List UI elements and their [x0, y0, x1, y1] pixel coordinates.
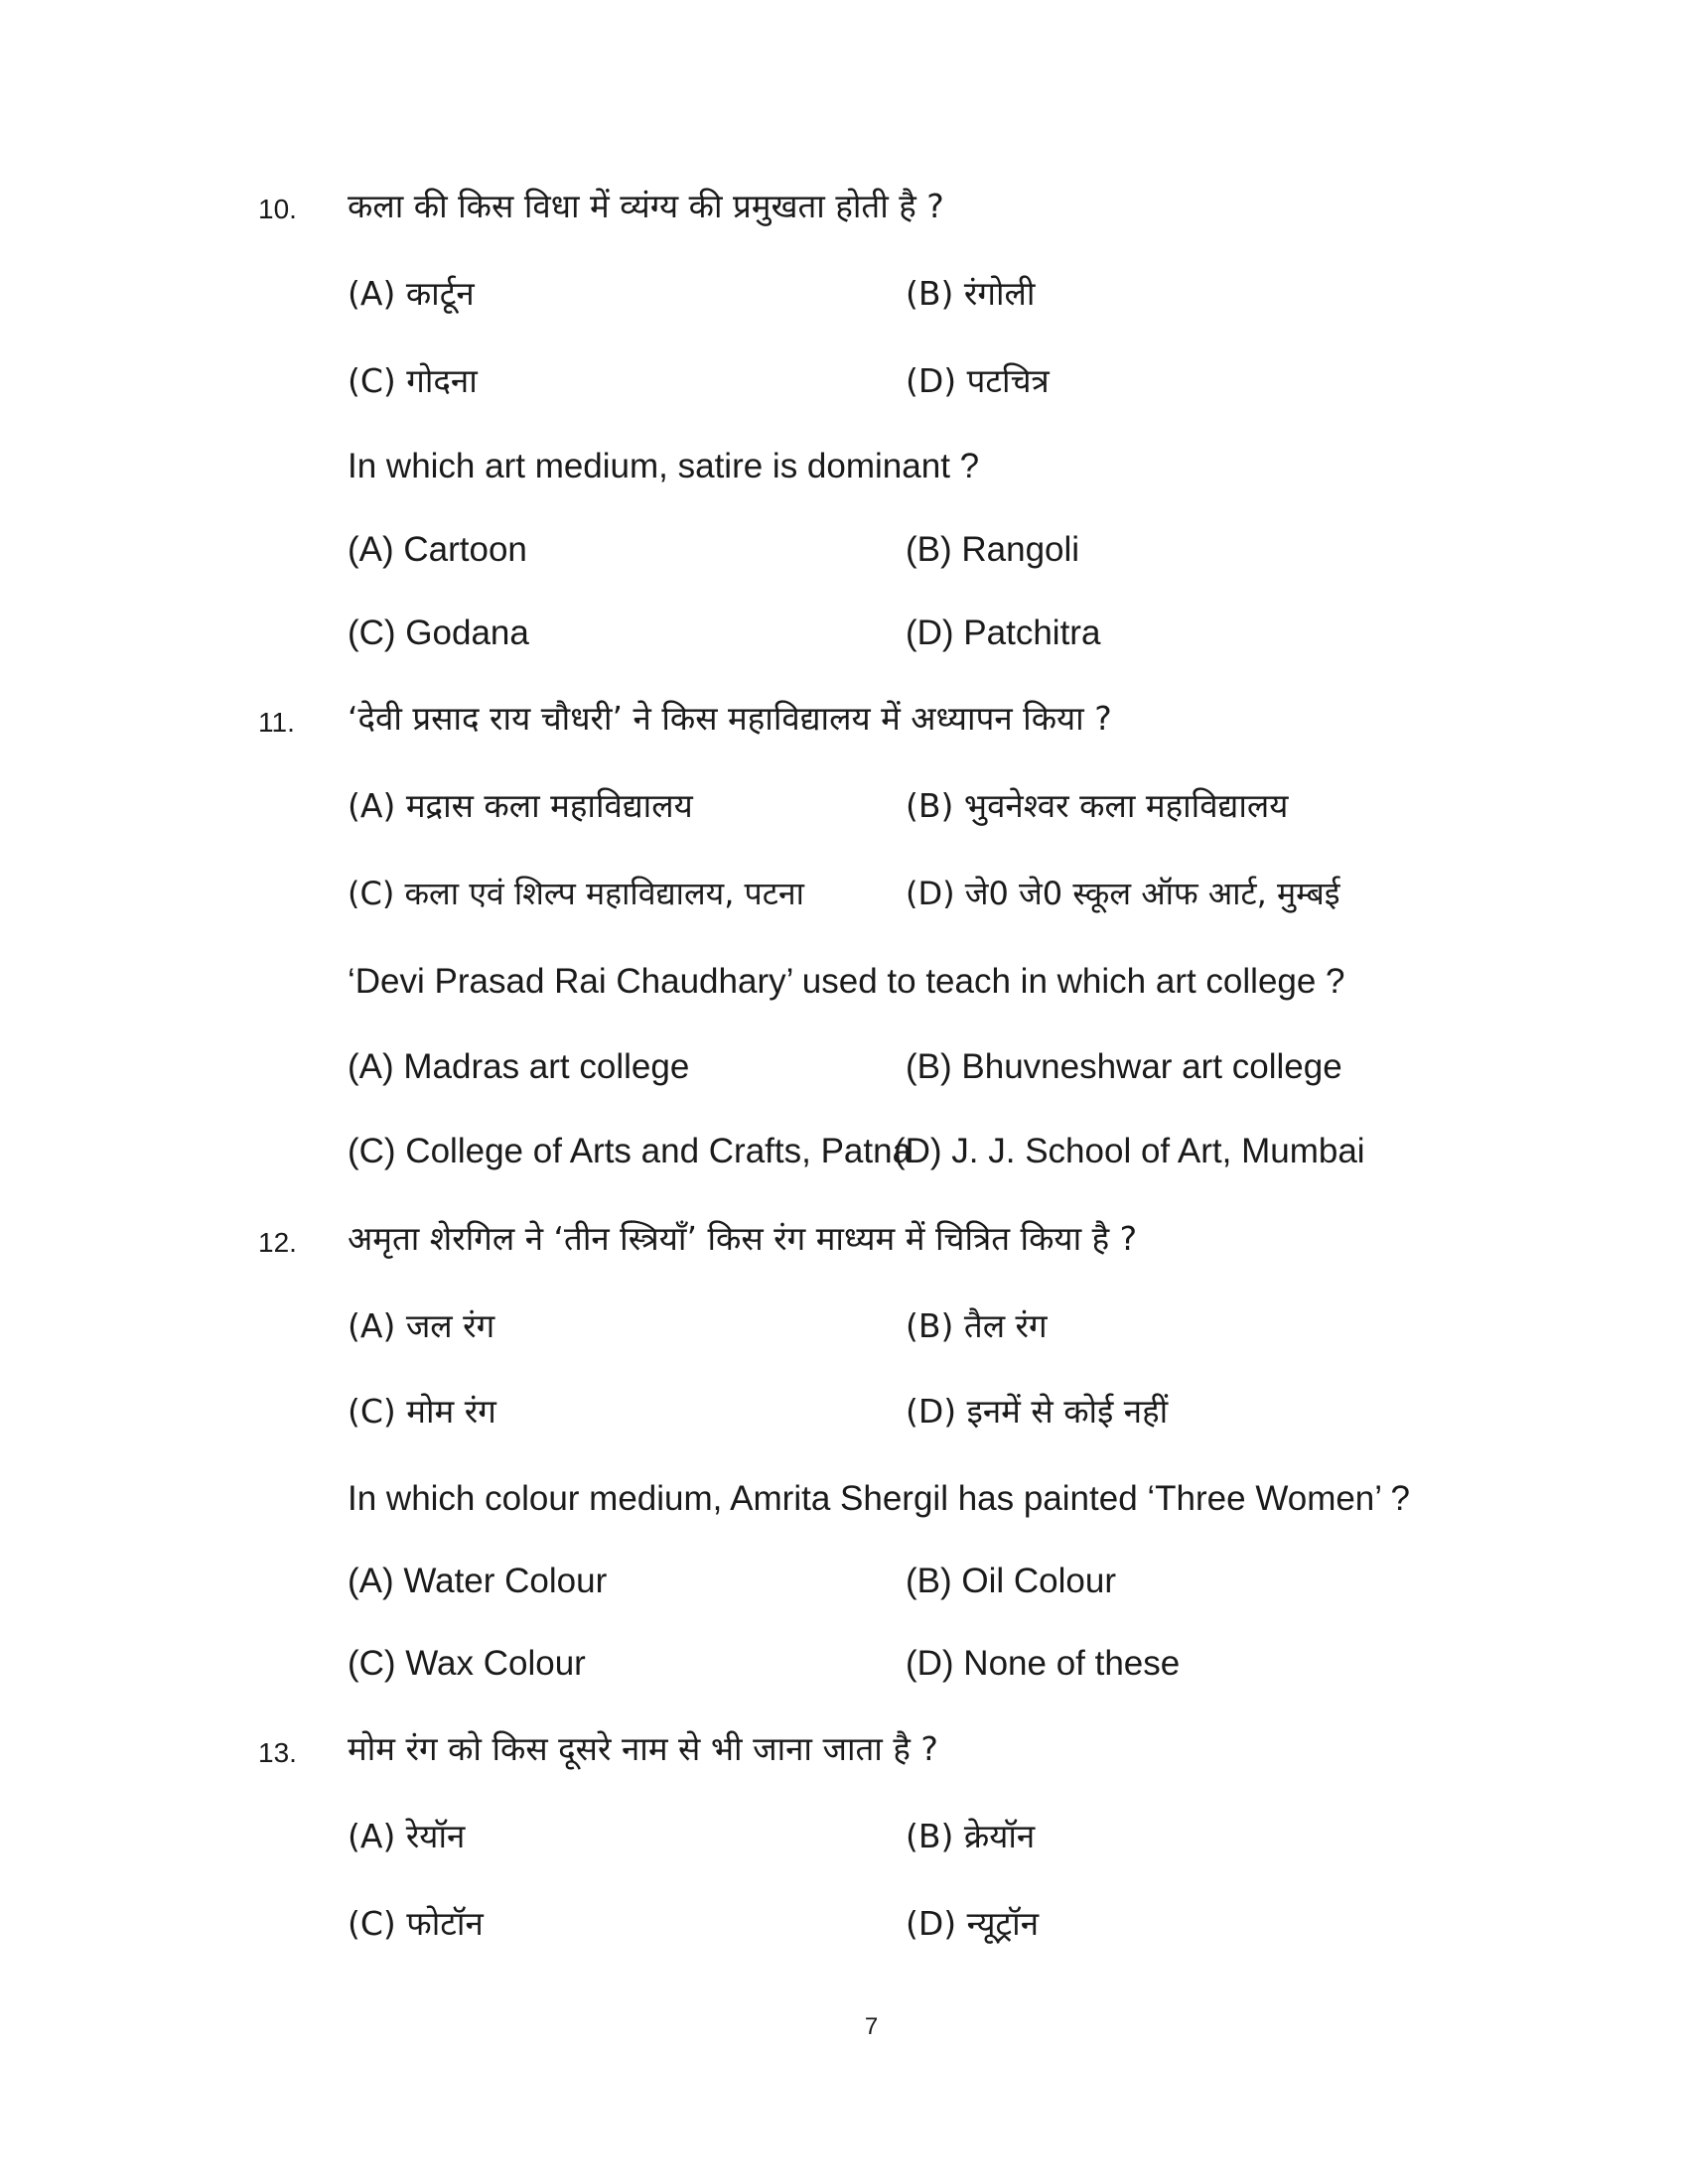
- option-b-english: (B) Oil Colour: [906, 1562, 1116, 1600]
- question-stem-hindi: कला की किस विधा में व्यंग्य की प्रमुखता होती है ?: [348, 187, 944, 225]
- option-b-english: (B) Bhuvneshwar art college: [906, 1047, 1342, 1086]
- question-stem-english: In which colour medium, Amrita Shergil has painted ‘Three Women’ ?: [348, 1479, 1410, 1518]
- option-b-hindi: (B) रंगोली: [906, 274, 1036, 313]
- option-a-english: (A) Water Colour: [348, 1562, 608, 1600]
- option-d-english: (D) None of these: [906, 1644, 1181, 1683]
- option-c-english: (C) Wax Colour: [348, 1644, 586, 1683]
- option-d-hindi: (D) न्यूट्रॉन: [906, 1904, 1040, 1943]
- option-b-english: (B) Rangoli: [906, 530, 1080, 569]
- option-c-english: (C) College of Arts and Crafts, Patna: [348, 1132, 913, 1170]
- option-d-english: (D) Patchitra: [906, 614, 1101, 652]
- question-stem-hindi: ‘देवी प्रसाद राय चौधरी’ ने किस महाविद्यालय में अध्यापन किया ?: [348, 699, 1112, 738]
- option-c-hindi: (C) गोदना: [348, 361, 478, 400]
- option-d-hindi: (D) इनमें से कोई नहीं: [906, 1392, 1169, 1431]
- question-stem-hindi: मोम रंग को किस दूसरे नाम से भी जाना जाता है ?: [348, 1729, 938, 1768]
- option-c-hindi: (C) फोटॉन: [348, 1904, 484, 1943]
- question-number: 10.: [258, 194, 297, 224]
- question-number: 11.: [258, 707, 295, 738]
- question-stem-english: In which art medium, satire is dominant ?: [348, 447, 980, 485]
- question-number: 13.: [258, 1737, 297, 1768]
- option-a-hindi: (A) रेयॉन: [348, 1817, 466, 1855]
- option-d-hindi: (D) जे0 जे0 स्कूल ऑफ आर्ट, मुम्बई: [906, 875, 1340, 912]
- option-a-english: (A) Cartoon: [348, 530, 527, 569]
- page-number: 7: [864, 2013, 879, 2040]
- option-a-hindi: (A) मद्रास कला महाविद्यालय: [348, 786, 693, 825]
- question-stem-english: ‘Devi Prasad Rai Chaudhary’ used to teach in which art college ?: [348, 962, 1345, 1001]
- option-d-hindi: (D) पटचित्र: [906, 361, 1050, 400]
- option-a-hindi: (A) जल रंग: [348, 1306, 495, 1345]
- option-c-english: (C) Godana: [348, 614, 529, 652]
- question-number: 12.: [258, 1227, 297, 1258]
- option-c-hindi: (C) कला एवं शिल्प महाविद्यालय, पटना: [348, 875, 804, 912]
- option-b-hindi: (B) तैल रंग: [906, 1306, 1048, 1345]
- option-d-english: (D) J. J. School of Art, Mumbai: [894, 1132, 1365, 1170]
- option-a-english: (A) Madras art college: [348, 1047, 690, 1086]
- option-b-hindi: (B) क्रेयॉन: [906, 1817, 1036, 1855]
- option-c-hindi: (C) मोम रंग: [348, 1392, 496, 1431]
- option-b-hindi: (B) भुवनेश्वर कला महाविद्यालय: [906, 786, 1289, 825]
- option-a-hindi: (A) कार्टून: [348, 274, 475, 313]
- question-stem-hindi: अमृता शेरगिल ने ‘तीन स्त्रियाँ’ किस रंग माध्यम में चित्रित किया है ?: [348, 1219, 1138, 1258]
